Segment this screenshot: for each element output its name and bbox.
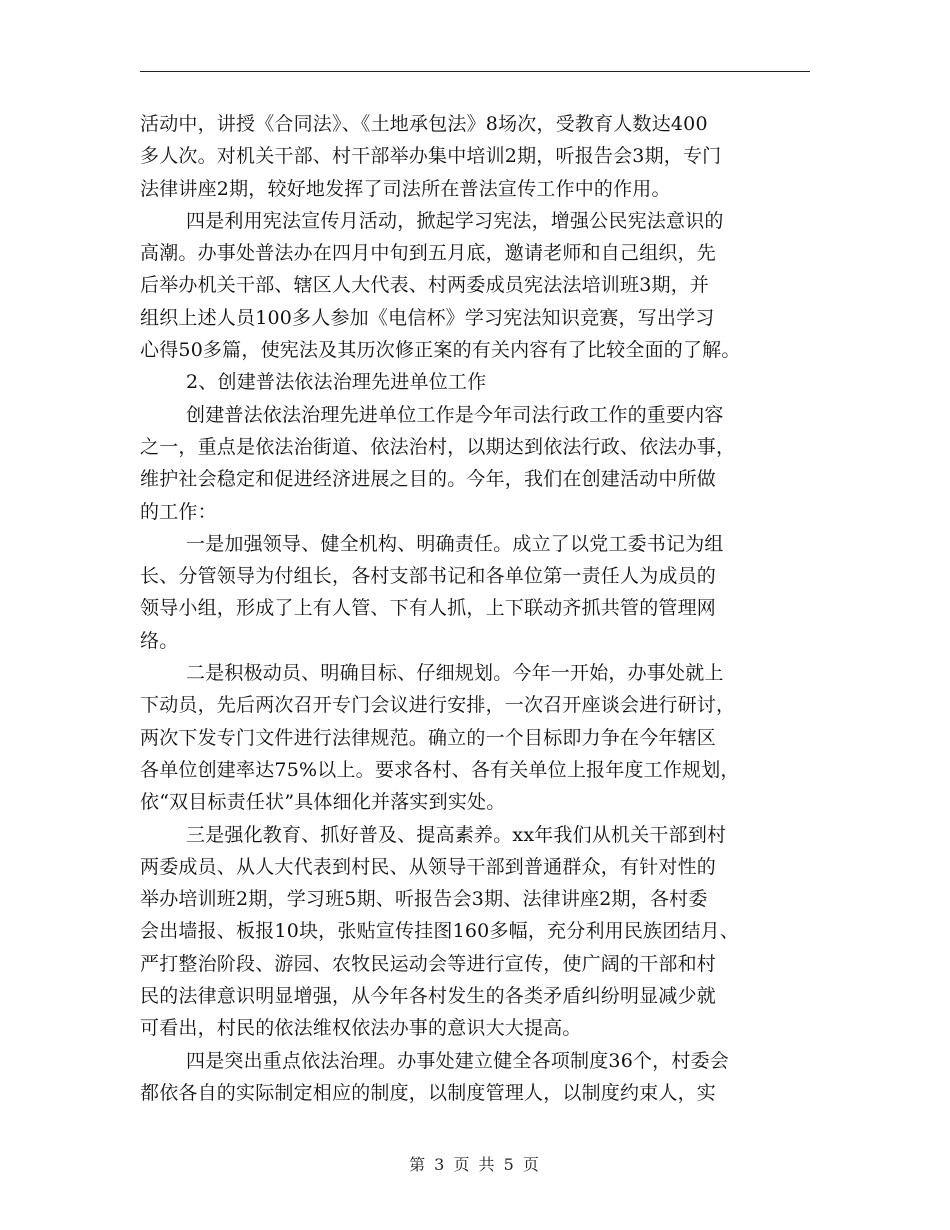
text-line: 依“双目标责任状”具体细化并落实到实处。 bbox=[140, 791, 506, 814]
text-line: 2、创建普法依法治理先进单位工作 bbox=[186, 371, 487, 394]
text-line: 都依各自的实际制定相应的制度，以制度管理人，以制度约束人，实 bbox=[140, 1081, 717, 1104]
text-line: 维护社会稳定和促进经济进展之目的。今年，我们在创建活动中所做 bbox=[140, 468, 717, 491]
text-line: 二是积极动员、明确目标、仔细规划。今年一开始，办事处就上 bbox=[186, 662, 724, 685]
text-line: 两委成员、从人大代表到村民、从领导干部到普通群众，有针对性的 bbox=[140, 855, 717, 878]
text-line: 组织上述人员100多人参加《电信杯》学习宪法知识竞赛，写出学习 bbox=[140, 306, 715, 329]
text-line: 一是加强领导、健全机构、明确责任。成立了以党工委书记为组 bbox=[186, 532, 724, 555]
text-line: 严打整治阶段、游园、农牧民运动会等进行宣传，使广阔的干部和村 bbox=[140, 952, 717, 975]
text-line: 长、分管领导为付组长，各村支部书记和各单位第一责任人为成员的 bbox=[140, 565, 717, 588]
text-line: 下动员，先后两次召开专门会议进行安排，一次召开座谈会进行研讨， bbox=[140, 694, 736, 717]
text-line: 后举办机关干部、辖区人大代表、村两委成员宪法法培训班3期，并 bbox=[140, 274, 710, 297]
text-line: 民的法律意识明显增强，从今年各村发生的各类矛盾纠纷明显减少就 bbox=[140, 985, 717, 1008]
text-line: 四是利用宪法宣传月活动，掀起学习宪法，增强公民宪法意识的 bbox=[186, 209, 724, 232]
text-line: 两次下发专门文件进行法律规范。确立的一个目标即力争在今年辖区 bbox=[140, 726, 717, 749]
text-line: 举办培训班2期，学习班5期、听报告会3期、法律讲座2期，各村委 bbox=[140, 888, 708, 911]
text-line: 三是强化教育、抓好普及、提高素养。xx年我们从机关干部到村 bbox=[186, 823, 727, 846]
header-rule bbox=[140, 71, 810, 72]
text-line: 高潮。办事处普法办在四月中旬到五月底，邀请老师和自己组织，先 bbox=[140, 242, 717, 265]
text-line: 法律讲座2期，较好地发挥了司法所在普法宣传工作中的作用。 bbox=[140, 177, 671, 200]
document-body bbox=[140, 108, 820, 1109]
text-line: 之一，重点是依法治街道、依法治村，以期达到依法行政、依法办事， bbox=[140, 435, 736, 458]
page-number-footer: 第 3 页 共 5 页 bbox=[409, 1155, 541, 1174]
text-line: 活动中，讲授《合同法》、《土地承包法》8场次，受教育人数达400 bbox=[140, 113, 708, 135]
text-line: 多人次。对机关干部、村干部举办集中培训2期，听报告会3期，专门 bbox=[140, 145, 722, 168]
text-line: 络。 bbox=[140, 629, 179, 652]
text-line: 可看出，村民的依法维权依法办事的意识大大提高。 bbox=[140, 1017, 582, 1040]
text-line: 各单位创建率达75%以上。要求各村、各有关单位上报年度工作规划， bbox=[140, 758, 740, 781]
text-line: 创建普法依法治理先进单位工作是今年司法行政工作的重要内容 bbox=[186, 403, 724, 426]
text-line: 会出墙报、板报10块，张贴宣传挂图160多幅，充分利用民族团结月、 bbox=[140, 920, 740, 943]
text-line: 领导小组，形成了上有人管、下有人抓，上下联动齐抓共管的管理网 bbox=[140, 597, 717, 620]
text-line: 四是突出重点依法治理。办事处建立健全各项制度36个，村委会 bbox=[186, 1049, 729, 1072]
text-line: 的工作： bbox=[140, 500, 217, 523]
text-line: 心得50多篇，使宪法及其历次修正案的有关内容有了比较全面的了解。 bbox=[140, 339, 741, 362]
